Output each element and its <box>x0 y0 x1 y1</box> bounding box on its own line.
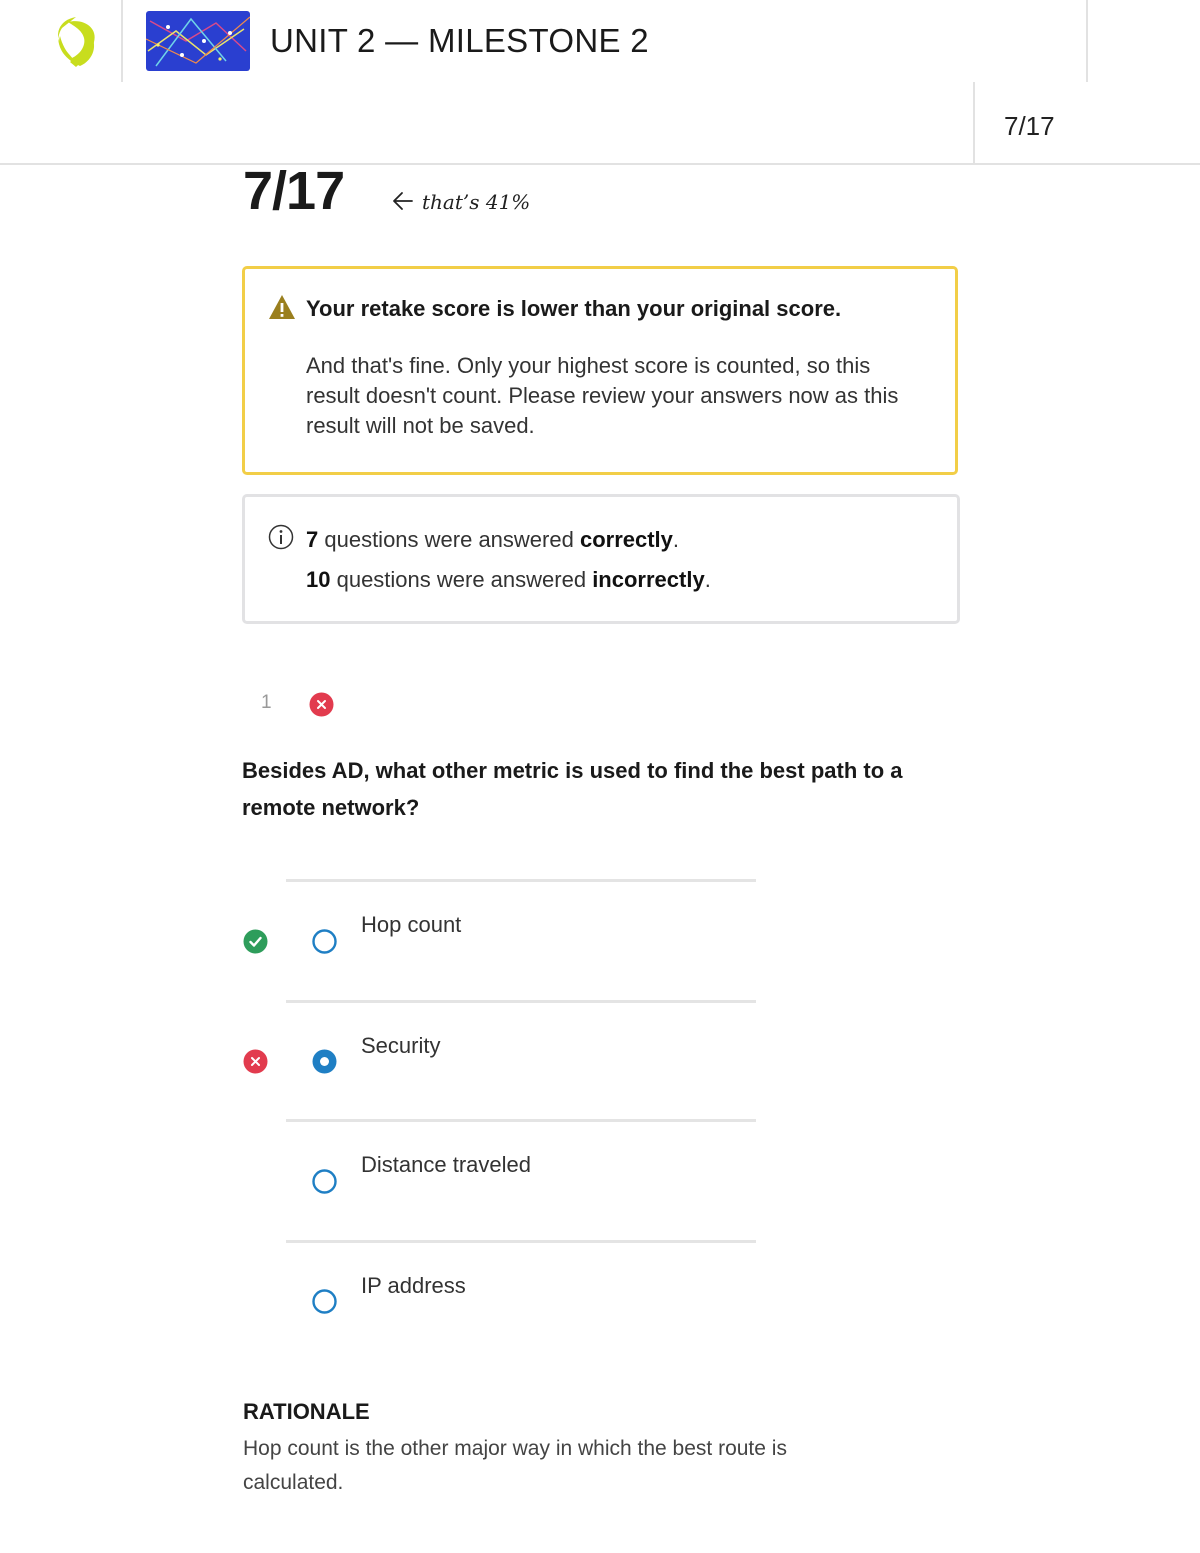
header-bottom-border <box>0 163 1200 165</box>
option-radio-ip-address[interactable] <box>312 1289 337 1314</box>
svg-text:that’s 41%: that’s 41% <box>422 190 531 214</box>
option-divider <box>286 1119 756 1122</box>
option-divider <box>286 1000 756 1003</box>
warning-body: And that's fine. Only your highest score is counted, so this result doesn't count. Please review your answers now as this result will not be saved. <box>306 353 899 438</box>
option-radio-distance-traveled[interactable] <box>312 1169 337 1194</box>
option-radio-security[interactable] <box>312 1049 337 1074</box>
course-title: UNIT 2 — MILESTONE 2 <box>270 22 649 59</box>
score-value: 7/17 <box>243 161 345 221</box>
option-label-security[interactable]: Security <box>361 1033 441 1058</box>
question-text: Besides AD, what other metric is used to find the best path to a remote network? <box>242 758 903 820</box>
option-radio-hop-count[interactable] <box>312 929 337 954</box>
rationale-title: RATIONALE <box>243 1399 370 1424</box>
warning-icon <box>268 294 296 320</box>
correct-answer-icon <box>243 929 268 954</box>
incorrect-answer-icon <box>243 1049 268 1074</box>
header-divider-right <box>1086 0 1088 82</box>
question-number: 1 <box>261 692 272 713</box>
option-divider <box>286 879 756 882</box>
sophia-logo-icon[interactable] <box>50 14 102 70</box>
rationale-body: Hop count is the other major way in which the best route is calculated. <box>243 1437 787 1494</box>
option-divider <box>286 1240 756 1243</box>
option-label-ip-address[interactable]: IP address <box>361 1273 466 1298</box>
info-icon <box>268 524 294 550</box>
course-thumbnail <box>146 11 250 71</box>
option-label-distance-traveled[interactable]: Distance traveled <box>361 1152 531 1177</box>
score-divider <box>973 82 975 164</box>
correct-summary: 7 questions were answered correctly. <box>306 527 680 552</box>
incorrect-icon <box>309 692 334 717</box>
option-label-hop-count[interactable]: Hop count <box>361 912 462 937</box>
header-divider <box>121 0 123 82</box>
handwritten-annotation <box>388 183 548 219</box>
results-summary-box <box>242 494 960 624</box>
incorrect-summary: 10 questions were answered incorrectly. <box>306 567 711 592</box>
warning-title: Your retake score is lower than your original score. <box>306 296 842 321</box>
header-score: 7/17 <box>1004 111 1055 141</box>
